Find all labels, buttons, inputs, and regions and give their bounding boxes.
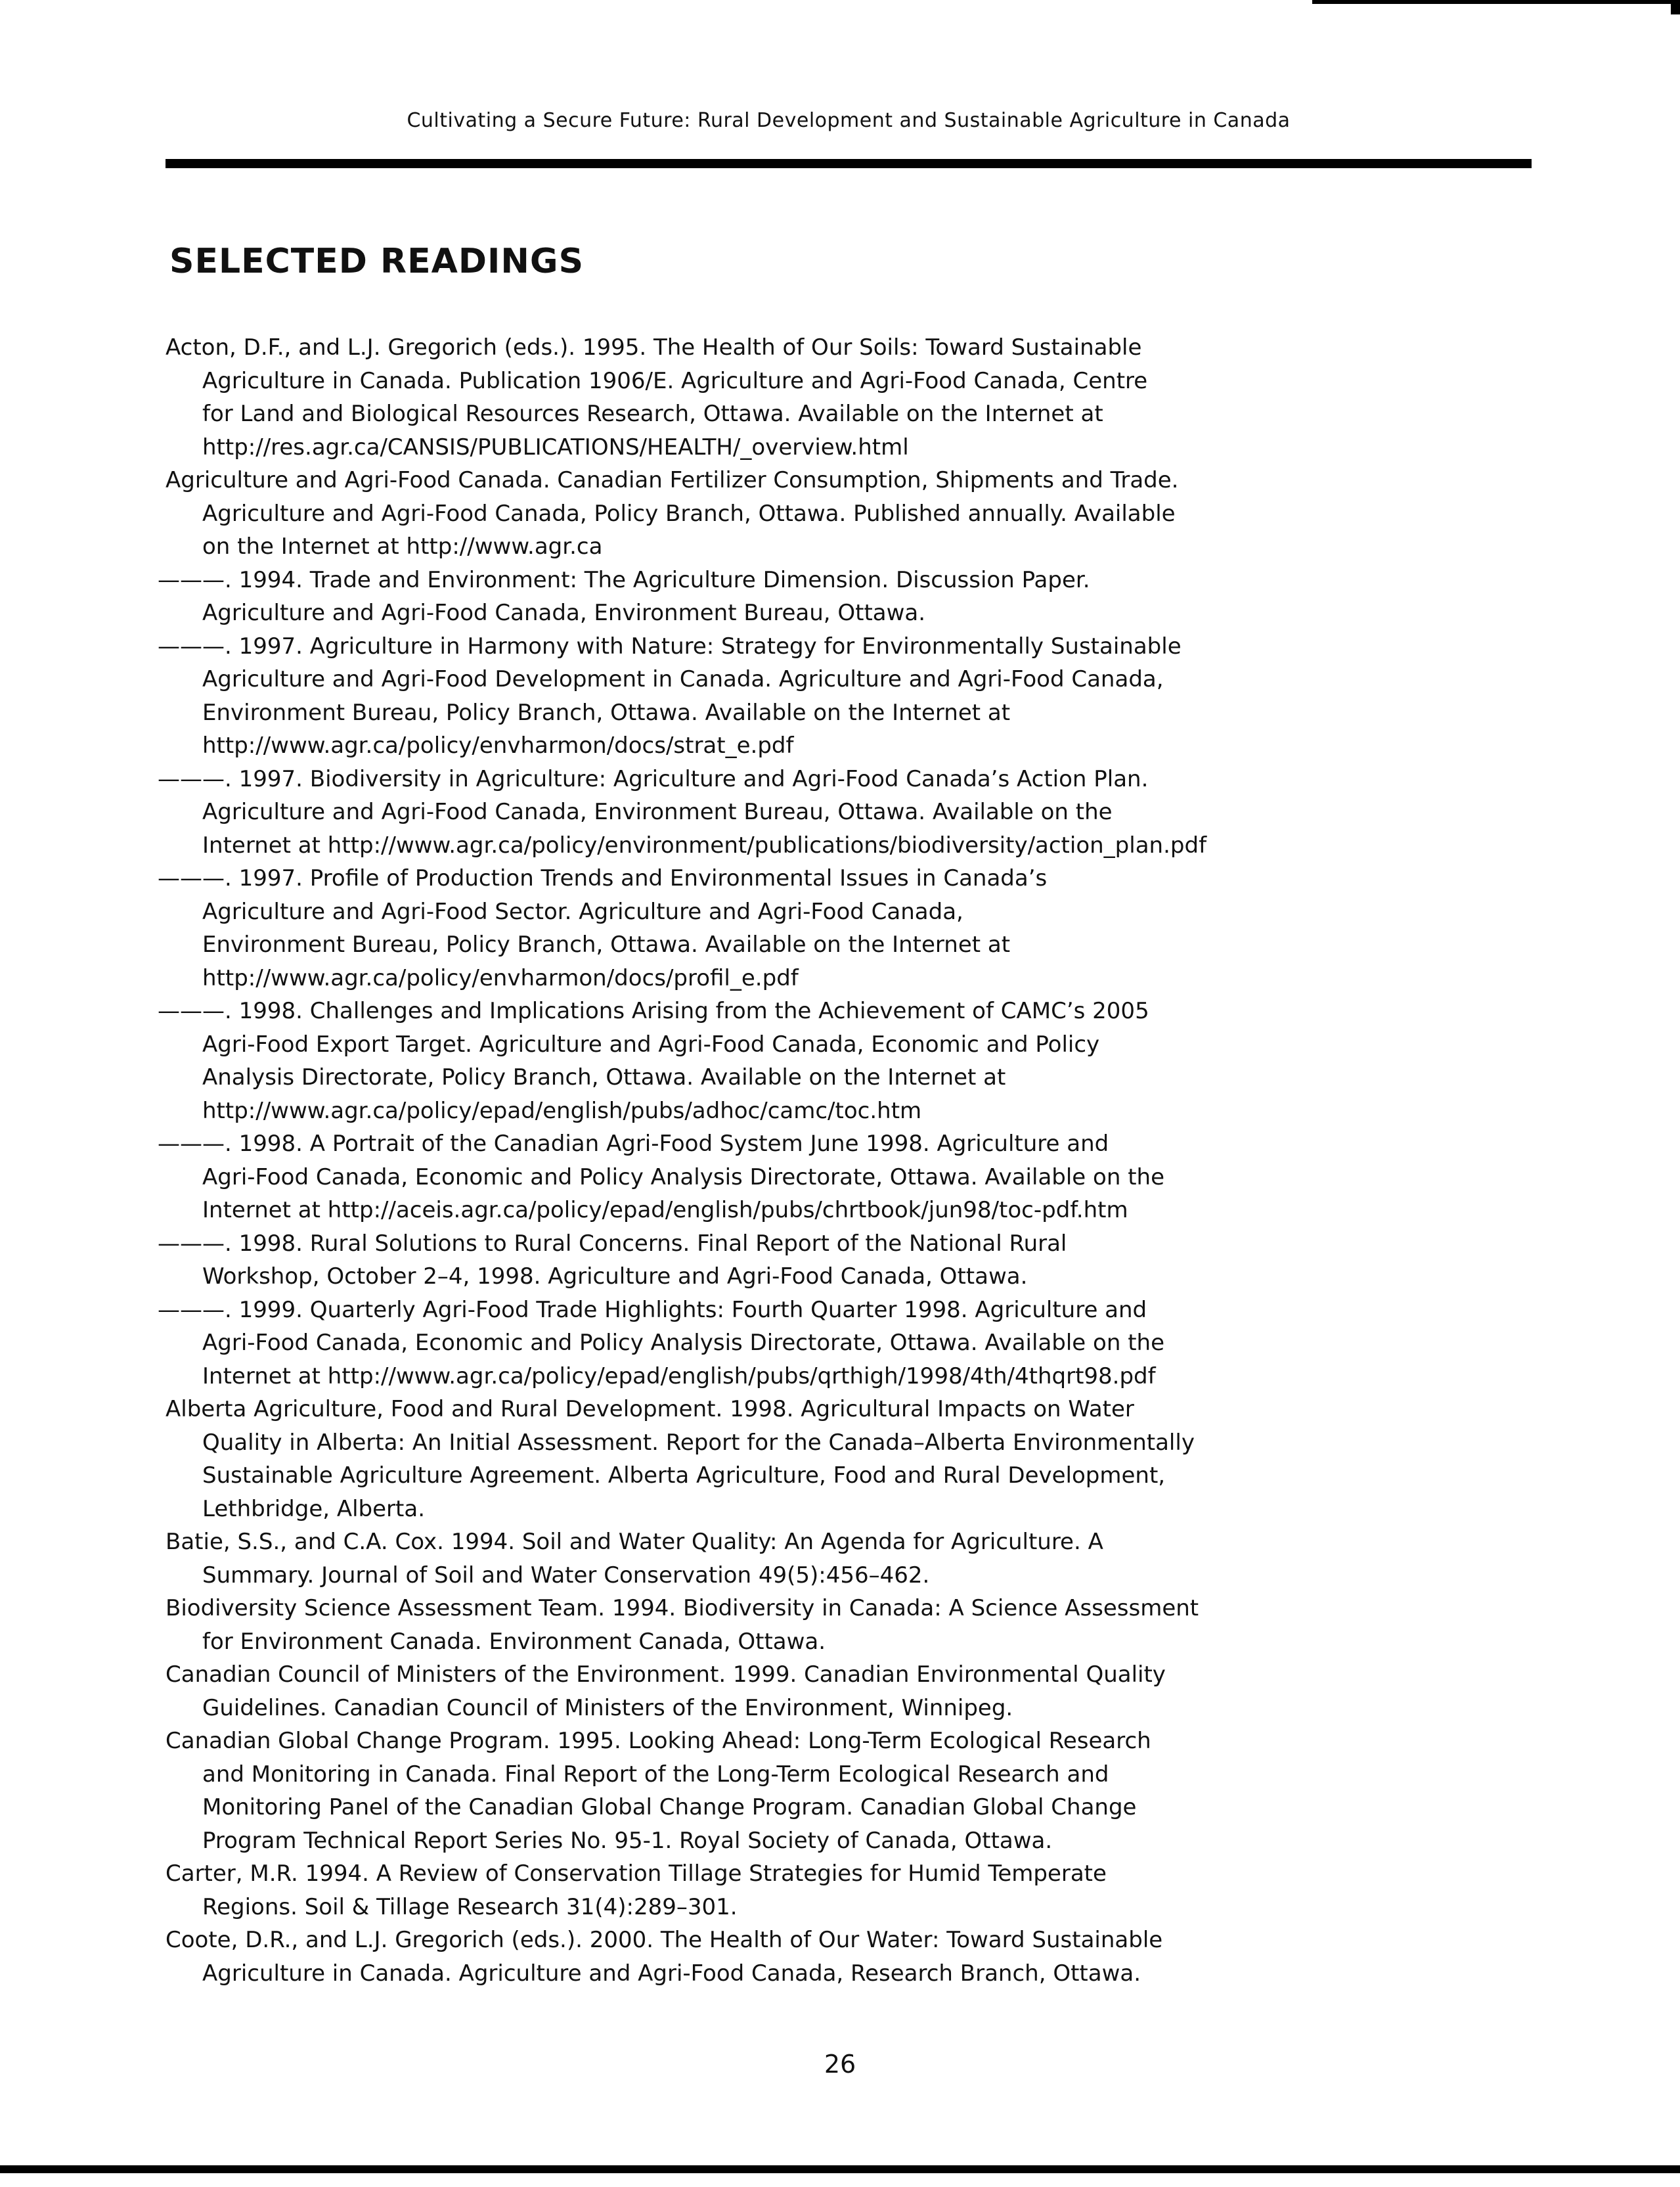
reading-entry xyxy=(152,763,1207,863)
reading-entry-continuation-line: http://www.agr.ca/policy/epad/english/pubs/adhoc/camc/toc.htm xyxy=(202,1097,922,1124)
readings-list xyxy=(152,331,1207,1990)
reading-entry-continuation-line: Analysis Directorate, Policy Branch, Ottawa. Available on the Internet at xyxy=(202,1064,1006,1091)
page-number: 26 xyxy=(824,2050,856,2079)
running-header: Cultivating a Secure Future: Rural Development and Sustainable Agriculture in Canada xyxy=(407,109,1291,132)
reading-entry-continuation-line: Agriculture and Agri-Food Development in Canada. Agriculture and Agri-Food Canada, xyxy=(202,666,1164,692)
reading-entry-first-line: Coote, D.R., and L.J. Gregorich (eds.). 2000. The Health of Our Water: Toward Sustainable xyxy=(166,1927,1163,1953)
top-edge-rule xyxy=(1312,0,1680,4)
reading-entry-continuation-line: Agriculture and Agri-Food Sector. Agriculture and Agri-Food Canada, xyxy=(202,898,963,925)
reading-entry-continuation-line: Internet at http://www.agr.ca/policy/epad/english/pubs/qrthigh/1998/4th/4thqrt98.pdf xyxy=(202,1363,1156,1389)
reading-entry xyxy=(152,331,1203,464)
reading-entry-first-line: Batie, S.S., and C.A. Cox. 1994. Soil and Water Quality: An Agenda for Agriculture. A xyxy=(166,1529,1103,1555)
reading-entry xyxy=(152,564,1203,630)
reading-entry-first-line: ———. 1999. Quarterly Agri-Food Trade Highlights: Fourth Quarter 1998. Agriculture and xyxy=(158,1296,1147,1323)
reading-entry xyxy=(152,1127,1203,1227)
reading-entry xyxy=(152,1525,1203,1592)
reading-entry-first-line: ———. 1998. A Portrait of the Canadian Agri-Food System June 1998. Agriculture and xyxy=(158,1131,1109,1157)
reading-entry-first-line: Alberta Agriculture, Food and Rural Development. 1998. Agricultural Impacts on Water xyxy=(166,1396,1134,1422)
top-edge-mark xyxy=(1671,0,1680,14)
reading-entry-first-line: Acton, D.F., and L.J. Gregorich (eds.). 1995. The Health of Our Soils: Toward Sustainable xyxy=(166,334,1142,361)
reading-entry-continuation-line: Internet at http://www.agr.ca/policy/environment/publications/biodiversity/action_plan.pdf xyxy=(202,832,1207,859)
reading-entry-first-line: Canadian Council of Ministers of the Environment. 1999. Canadian Environmental Quality xyxy=(166,1661,1166,1688)
reading-entry xyxy=(152,1924,1203,1990)
reading-entry-first-line: ———. 1998. Challenges and Implications Arising from the Achievement of CAMC’s 2005 xyxy=(158,998,1149,1024)
reading-entry-first-line: ———. 1998. Rural Solutions to Rural Concerns. Final Report of the National Rural xyxy=(158,1230,1067,1257)
reading-entry-continuation-line: Agriculture and Agri-Food Canada, Environment Bureau, Ottawa. xyxy=(202,600,926,626)
reading-entry-continuation-line: Agriculture in Canada. Publication 1906/E. Agriculture and Agri-Food Canada, Centre xyxy=(202,367,1148,394)
reading-entry xyxy=(152,862,1203,995)
reading-entry xyxy=(152,995,1203,1127)
reading-entry-continuation-line: Agriculture and Agri-Food Canada, Environment Bureau, Ottawa. Available on the xyxy=(202,799,1113,825)
reading-entry-continuation-line: Environment Bureau, Policy Branch, Ottawa. Available on the Internet at xyxy=(202,932,1011,958)
reading-entry-continuation-line: Agriculture and Agri-Food Canada, Policy Branch, Ottawa. Published annually. Available xyxy=(202,500,1176,527)
reading-entry-continuation-line: Agriculture in Canada. Agriculture and Agri-Food Canada, Research Branch, Ottawa. xyxy=(202,1960,1141,1987)
reading-entry-first-line: ———. 1997. Profile of Production Trends and Environmental Issues in Canada’s xyxy=(158,865,1048,891)
bottom-rule xyxy=(0,2165,1680,2173)
reading-entry-continuation-line: Agri-Food Canada, Economic and Policy Analysis Directorate, Ottawa. Available on the xyxy=(202,1163,1164,1190)
reading-entry-continuation-line: http://www.agr.ca/policy/envharmon/docs/strat_e.pdf xyxy=(202,733,794,759)
reading-entry-first-line: Agriculture and Agri-Food Canada. Canadian Fertilizer Consumption, Shipments and Trade. xyxy=(166,467,1179,493)
header-rule xyxy=(166,159,1532,168)
reading-entry-first-line: Biodiversity Science Assessment Team. 1994. Biodiversity in Canada: A Science Assessment xyxy=(166,1595,1199,1621)
reading-entry-continuation-line: Environment Bureau, Policy Branch, Ottawa. Available on the Internet at xyxy=(202,699,1011,726)
reading-entry-continuation-line: for Land and Biological Resources Research, Ottawa. Available on the Internet at xyxy=(202,401,1103,427)
reading-entry-continuation-line: Lethbridge, Alberta. xyxy=(202,1495,426,1522)
reading-entry-first-line: ———. 1997. Biodiversity in Agriculture: Agriculture and Agri-Food Canada’s Action Plan. xyxy=(158,765,1149,792)
reading-entry-first-line: Carter, M.R. 1994. A Review of Conservation Tillage Strategies for Humid Temperate xyxy=(166,1860,1107,1887)
reading-entry-first-line: Canadian Global Change Program. 1995. Looking Ahead: Long-Term Ecological Research xyxy=(166,1728,1151,1754)
reading-entry-continuation-line: http://res.agr.ca/CANSIS/PUBLICATIONS/HEALTH/_overview.html xyxy=(202,434,909,461)
reading-entry-continuation-line: http://www.agr.ca/policy/envharmon/docs/profil_e.pdf xyxy=(202,964,799,991)
reading-entry xyxy=(152,464,1203,564)
reading-entry xyxy=(152,630,1203,763)
reading-entry-continuation-line: Guidelines. Canadian Council of Ministers of the Environment, Winnipeg. xyxy=(202,1694,1013,1721)
reading-entry xyxy=(152,1227,1203,1294)
reading-entry-continuation-line: Program Technical Report Series No. 95-1. Royal Society of Canada, Ottawa. xyxy=(202,1827,1053,1854)
reading-entry-first-line: ———. 1997. Agriculture in Harmony with Nature: Strategy for Environmentally Sustainable xyxy=(158,633,1182,660)
reading-entry-continuation-line: Agri-Food Export Target. Agriculture and Agri-Food Canada, Economic and Policy xyxy=(202,1031,1100,1058)
reading-entry-continuation-line: Summary. Journal of Soil and Water Conservation 49(5):456–462. xyxy=(202,1562,930,1589)
reading-entry-first-line: ———. 1994. Trade and Environment: The Agriculture Dimension. Discussion Paper. xyxy=(158,566,1090,593)
reading-entry xyxy=(152,1294,1203,1393)
reading-entry xyxy=(152,1658,1203,1725)
reading-entry-continuation-line: Agri-Food Canada, Economic and Policy Analysis Directorate, Ottawa. Available on the xyxy=(202,1330,1164,1356)
reading-entry-continuation-line: Monitoring Panel of the Canadian Global Change Program. Canadian Global Change xyxy=(202,1794,1137,1820)
reading-entry-continuation-line: Internet at http://aceis.agr.ca/policy/epad/english/pubs/chrtbook/jun98/toc-pdf.htm xyxy=(202,1197,1128,1223)
section-title: SELECTED READINGS xyxy=(169,242,585,281)
reading-entry-continuation-line: for Environment Canada. Environment Canada, Ottawa. xyxy=(202,1628,826,1655)
reading-entry-continuation-line: Workshop, October 2–4, 1998. Agriculture and Agri-Food Canada, Ottawa. xyxy=(202,1263,1028,1290)
reading-entry xyxy=(152,1393,1203,1525)
reading-entry xyxy=(152,1857,1203,1924)
reading-entry-continuation-line: Regions. Soil & Tillage Research 31(4):289–301. xyxy=(202,1893,738,1920)
reading-entry-continuation-line: Sustainable Agriculture Agreement. Alberta Agriculture, Food and Rural Development, xyxy=(202,1462,1166,1489)
reading-entry xyxy=(152,1725,1203,1857)
reading-entry-continuation-line: on the Internet at http://www.agr.ca xyxy=(202,533,603,560)
reading-entry-continuation-line: Quality in Alberta: An Initial Assessment. Report for the Canada–Alberta Environmentally xyxy=(202,1429,1195,1456)
reading-entry-continuation-line: and Monitoring in Canada. Final Report of the Long-Term Ecological Research and xyxy=(202,1761,1109,1788)
reading-entry xyxy=(152,1592,1203,1658)
